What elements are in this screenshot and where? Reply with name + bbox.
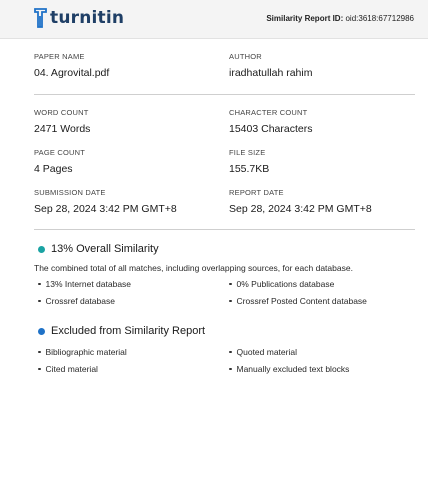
similarity-description: The combined total of all matches, including overlapping sources, for each database. <box>34 263 353 273</box>
bullet-icon <box>38 300 41 303</box>
divider <box>34 94 415 95</box>
bullet-icon <box>38 368 41 371</box>
divider <box>34 229 415 230</box>
submission-date-field <box>34 188 177 215</box>
author-field <box>229 52 312 79</box>
list-item <box>38 364 98 374</box>
page-count-value: 4 Pages <box>34 163 73 175</box>
similarity-id-value: oid:3618:67712986 <box>345 14 414 23</box>
word-count-label: WORD COUNT <box>34 108 89 117</box>
file-size-value: 155.7KB <box>229 163 270 175</box>
excluded-title: Excluded from Similarity Report <box>51 325 206 337</box>
bullet-icon <box>38 351 41 354</box>
list-item <box>38 296 115 306</box>
list-item-label: Manually excluded text blocks <box>236 364 350 374</box>
bullet-icon <box>229 351 232 354</box>
character-count-field <box>229 108 312 135</box>
list-item <box>38 279 131 289</box>
list-item-label: Quoted material <box>236 347 297 357</box>
report-date-value: Sep 28, 2024 3:42 PM GMT+8 <box>229 203 372 215</box>
file-size-label: FILE SIZE <box>229 148 266 157</box>
submission-date-label: SUBMISSION DATE <box>34 188 106 197</box>
bullet-icon <box>229 368 232 371</box>
list-item <box>38 347 127 357</box>
list-item <box>229 347 297 357</box>
paper-name-field <box>34 52 109 79</box>
author-value: iradhatullah rahim <box>229 67 313 79</box>
list-item <box>229 296 367 306</box>
list-item-label: 13% Internet database <box>45 279 132 289</box>
file-size-field <box>229 148 269 175</box>
list-item <box>229 279 334 289</box>
similarity-report-id <box>266 14 414 23</box>
list-item-label: Bibliographic material <box>45 347 127 357</box>
blue-dot-icon <box>38 328 45 335</box>
teal-dot-icon <box>38 246 45 253</box>
similarity-id-label: Similarity Report ID: <box>266 14 344 23</box>
character-count-label: CHARACTER COUNT <box>229 108 308 117</box>
character-count-value: 15403 Characters <box>229 123 313 135</box>
list-item-label: 0% Publications database <box>236 279 335 289</box>
report-date-field <box>229 188 372 215</box>
overall-similarity-title: 13% Overall Similarity <box>51 243 159 255</box>
page-count-field <box>34 148 85 175</box>
word-count-field <box>34 108 90 135</box>
bullet-icon <box>229 283 232 286</box>
paper-name-value: 04. Agrovital.pdf <box>34 67 110 79</box>
list-item-label: Cited material <box>45 364 98 374</box>
word-count-value: 2471 Words <box>34 123 91 135</box>
bullet-icon <box>229 300 232 303</box>
report-date-label: REPORT DATE <box>229 188 284 197</box>
turnitin-logo-icon <box>34 8 47 28</box>
turnitin-logo <box>34 8 124 28</box>
author-label: AUTHOR <box>229 52 262 61</box>
paper-name-label: PAPER NAME <box>34 52 85 61</box>
excluded-heading <box>38 325 205 337</box>
report-header <box>0 0 428 39</box>
list-item <box>229 364 349 374</box>
bullet-icon <box>38 283 41 286</box>
list-item-label: Crossref database <box>45 296 115 306</box>
list-item-label: Crossref Posted Content database <box>236 296 367 306</box>
logo-text: turnitin <box>50 8 125 28</box>
page-count-label: PAGE COUNT <box>34 148 86 157</box>
submission-date-value: Sep 28, 2024 3:42 PM GMT+8 <box>34 203 177 215</box>
overall-similarity-heading <box>38 243 159 255</box>
